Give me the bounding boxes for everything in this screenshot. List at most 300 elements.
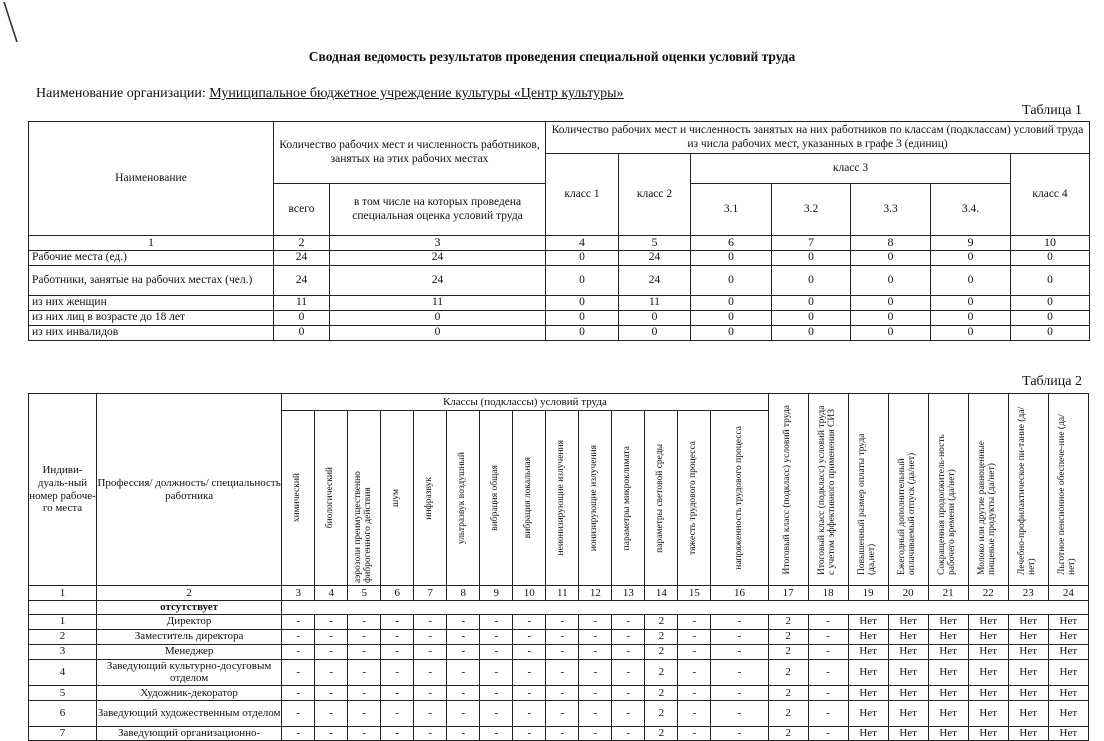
t1-col-number: 8 [851, 236, 931, 251]
t2-header-factor [447, 411, 480, 586]
factor-class: - [678, 644, 711, 659]
t2-header-factor [612, 411, 645, 586]
t1-col-number: 6 [691, 236, 772, 251]
compensation-value: Нет [968, 644, 1008, 659]
t2-header-factor [414, 411, 447, 586]
t2-header-extra-text: Льготное пенсионное обеспече-ние (да/нет) [1057, 413, 1078, 575]
cell-value: 0 [274, 326, 330, 341]
t2-header-factor-text: параметры микроклимата [622, 445, 633, 551]
t1-header-total: всего [274, 184, 330, 236]
final-class-siz: - [808, 685, 848, 700]
cell-value: 24 [619, 266, 691, 296]
t2-header-factor-text: вибрация общая [490, 465, 501, 531]
factor-class: - [447, 614, 480, 629]
t2-col-number: 8 [447, 586, 480, 601]
factor-class: - [513, 685, 546, 700]
final-class-siz: - [808, 614, 848, 629]
factor-class: - [711, 644, 768, 659]
workplace-id: 6 [29, 700, 97, 726]
compensation-value: Нет [928, 700, 968, 726]
cell-value: 0 [931, 326, 1011, 341]
factor-class: - [678, 659, 711, 685]
t1-header-sub-3-1: 3.1 [691, 184, 772, 236]
factor-class: - [348, 659, 381, 685]
row-label: из них инвалидов [29, 326, 274, 341]
factor-class: - [447, 700, 480, 726]
compensation-value: Нет [968, 614, 1008, 629]
factor-class: - [579, 726, 612, 740]
profession-name: Заведующий художественным отделом [97, 700, 282, 726]
table2-caption: Таблица 2 [1022, 374, 1082, 389]
cell-value: 0 [691, 326, 772, 341]
cell-value: 24 [330, 266, 546, 296]
t2-header-extra [1008, 394, 1048, 586]
factor-class: - [381, 685, 414, 700]
cell-value: 0 [772, 311, 851, 326]
factor-class: - [480, 659, 513, 685]
t2-header-extra [1048, 394, 1088, 586]
pen-mark [2, 0, 20, 44]
workplace-id: 5 [29, 685, 97, 700]
t2-header-factor-text: ультразвук воздушный [457, 451, 468, 545]
compensation-value: Нет [968, 726, 1008, 740]
t1-header-class3: класс 3 [691, 154, 1011, 184]
cell-value: 0 [546, 251, 619, 266]
cell-value: 0 [1011, 266, 1090, 296]
compensation-value: Нет [1048, 629, 1088, 644]
row-label: Работники, занятые на рабочих местах (чел.) [29, 266, 274, 296]
cell-value: 0 [546, 311, 619, 326]
t2-header-classes: Классы (подклассы) условий труда [282, 394, 768, 411]
compensation-value: Нет [888, 700, 928, 726]
t2-col-number: 21 [928, 586, 968, 601]
t2-col-number: 1 [29, 586, 97, 601]
compensation-value: Нет [1048, 700, 1088, 726]
factor-class: - [612, 644, 645, 659]
factor-class: - [282, 659, 315, 685]
factor-class: 2 [645, 700, 678, 726]
t2-col-number: 14 [645, 586, 678, 601]
factor-class: 2 [645, 726, 678, 740]
factor-class: 2 [645, 685, 678, 700]
t1-header-sub-3-2: 3.2 [772, 184, 851, 236]
t1-header-sub-3-4: 3.4. [931, 184, 1011, 236]
compensation-value: Нет [848, 659, 888, 685]
t2-header-factor-text: напряженность трудового процесса [733, 426, 744, 570]
factor-class: - [282, 700, 315, 726]
factor-class: - [711, 659, 768, 685]
t2-header-factor [678, 411, 711, 586]
factor-class: - [447, 644, 480, 659]
compensation-value: Нет [888, 614, 928, 629]
t2-header-factor-text: ионизирующие излучения [589, 444, 600, 552]
t2-header-factor [645, 411, 678, 586]
factor-class: - [579, 644, 612, 659]
cell-value: 0 [330, 311, 546, 326]
t2-header-extra [968, 394, 1008, 586]
t1-col-number: 5 [619, 236, 691, 251]
t2-header-id: Индиви-дуаль-ный номер рабоче-го места [29, 394, 97, 586]
factor-class: - [612, 659, 645, 685]
compensation-value: Нет [1048, 685, 1088, 700]
factor-class: - [513, 644, 546, 659]
cell-value: 0 [931, 251, 1011, 266]
t2-col-number: 22 [968, 586, 1008, 601]
t2-col-number: 16 [711, 586, 768, 601]
t2-header-factor-text: тяжесть трудового процесса [688, 441, 699, 555]
cell-value: 24 [274, 251, 330, 266]
cell-value: 0 [851, 326, 931, 341]
factor-class: - [480, 726, 513, 740]
factor-class: - [579, 685, 612, 700]
cell-value: 11 [330, 296, 546, 311]
factor-class: - [612, 685, 645, 700]
t2-col-number: 10 [513, 586, 546, 601]
compensation-value: Нет [928, 685, 968, 700]
factor-class: - [447, 629, 480, 644]
t2-col-number: 17 [768, 586, 808, 601]
t2-header-extra-text: Лечебно-профилактическое пи-тание (да/нет) [1017, 406, 1038, 575]
t2-header-extra-text: Итоговый класс (подкласс) условий труда [782, 404, 793, 575]
compensation-value: Нет [848, 644, 888, 659]
compensation-value: Нет [928, 659, 968, 685]
table-row [29, 311, 1090, 326]
compensation-value: Нет [1008, 685, 1048, 700]
t2-header-factor-text: шум [391, 489, 402, 507]
final-class-siz: - [808, 700, 848, 726]
cell-value: 0 [546, 296, 619, 311]
table-row [29, 685, 1089, 700]
cell-value: 0 [274, 311, 330, 326]
factor-class: - [381, 700, 414, 726]
profession-name: Директор [97, 614, 282, 629]
cell-value: 0 [851, 296, 931, 311]
compensation-value: Нет [848, 629, 888, 644]
cell-value: 0 [691, 311, 772, 326]
t2-col-number: 7 [414, 586, 447, 601]
cell-value: 0 [772, 266, 851, 296]
factor-class: - [282, 614, 315, 629]
cell-value: 0 [931, 296, 1011, 311]
cell-value: 0 [691, 266, 772, 296]
workplace-id: 4 [29, 659, 97, 685]
compensation-value: Нет [1008, 700, 1048, 726]
workplace-id: 3 [29, 644, 97, 659]
factor-class: - [348, 726, 381, 740]
t2-header-factor-text: аэрозоли преимущественно фиброгенного действия [353, 471, 374, 583]
row-label: из них женщин [29, 296, 274, 311]
factor-class: - [612, 629, 645, 644]
organization-line [36, 86, 624, 102]
factor-class: - [711, 685, 768, 700]
t2-col-number: 4 [315, 586, 348, 601]
compensation-value: Нет [928, 629, 968, 644]
cell-value: 0 [851, 266, 931, 296]
compensation-value: Нет [1008, 726, 1048, 740]
compensation-value: Нет [968, 700, 1008, 726]
compensation-value: Нет [1008, 659, 1048, 685]
t2-col-number: 5 [348, 586, 381, 601]
t2-col-number: 18 [808, 586, 848, 601]
t2-header-extra [848, 394, 888, 586]
t2-header-factor [711, 411, 768, 586]
t2-header-factor [546, 411, 579, 586]
workplace-id: 2 [29, 629, 97, 644]
factor-class: - [315, 644, 348, 659]
factor-class: - [315, 614, 348, 629]
factor-class: - [513, 629, 546, 644]
cell-value: 0 [772, 296, 851, 311]
cell-value: 11 [619, 296, 691, 311]
compensation-value: Нет [848, 685, 888, 700]
t1-header-including: в том числе на которых проведена специальная оценка условий труда [330, 184, 546, 236]
factor-class: - [546, 685, 579, 700]
table1-caption: Таблица 1 [1022, 103, 1082, 118]
factor-class: - [348, 700, 381, 726]
t2-header-extra-text: Ежегодный дополнительный оплачиваемый отпуск (да/нет) [897, 452, 918, 575]
organization-label: Наименование организации: [36, 86, 206, 101]
final-class: 2 [768, 659, 808, 685]
factor-class: - [678, 700, 711, 726]
final-class-siz: - [808, 726, 848, 740]
factor-class: - [513, 700, 546, 726]
t2-header-factor-text: биологический [325, 467, 336, 529]
factor-class: - [579, 629, 612, 644]
workplace-id: 1 [29, 614, 97, 629]
factor-class: - [348, 614, 381, 629]
factor-class: - [612, 700, 645, 726]
compensation-value: Нет [888, 685, 928, 700]
compensation-value: Нет [888, 726, 928, 740]
t2-header-factor [513, 411, 546, 586]
row-label: Рабочие места (ед.) [29, 251, 274, 266]
factor-class: 2 [645, 644, 678, 659]
factor-class: - [711, 614, 768, 629]
t1-col-number: 1 [29, 236, 274, 251]
t2-header-factor [480, 411, 513, 586]
compensation-value: Нет [1008, 629, 1048, 644]
factor-class: - [480, 685, 513, 700]
t2-col-number: 13 [612, 586, 645, 601]
cell-value: 0 [546, 326, 619, 341]
t1-header-name: Наименование [29, 122, 274, 236]
factor-class: - [282, 685, 315, 700]
cell-value: 0 [931, 311, 1011, 326]
final-class-siz: - [808, 629, 848, 644]
cell-value: 24 [330, 251, 546, 266]
compensation-value: Нет [1008, 644, 1048, 659]
cell-value: 0 [1011, 326, 1090, 341]
t1-col-number: 9 [931, 236, 1011, 251]
compensation-value: Нет [1008, 614, 1048, 629]
table-row [29, 659, 1089, 685]
factor-class: - [414, 614, 447, 629]
t1-col-number: 7 [772, 236, 851, 251]
final-class: 2 [768, 726, 808, 740]
factor-class: - [414, 726, 447, 740]
cell-value: 0 [691, 296, 772, 311]
factor-class: - [612, 726, 645, 740]
table-row [29, 266, 1090, 296]
compensation-value: Нет [1048, 726, 1088, 740]
factor-class: - [447, 659, 480, 685]
factor-class: - [711, 629, 768, 644]
factor-class: - [546, 659, 579, 685]
factor-class: - [414, 659, 447, 685]
factor-class: - [282, 644, 315, 659]
t2-header-factor-text: вибрация локальная [523, 457, 534, 539]
t2-col-number: 2 [97, 586, 282, 601]
compensation-value: Нет [848, 726, 888, 740]
t2-col-number: 15 [678, 586, 711, 601]
factor-class: - [678, 629, 711, 644]
t2-header-factor [315, 411, 348, 586]
factor-class: - [414, 629, 447, 644]
compensation-value: Нет [848, 614, 888, 629]
compensation-value: Нет [888, 659, 928, 685]
factor-class: - [315, 629, 348, 644]
compensation-value: Нет [1048, 659, 1088, 685]
factor-class: - [579, 700, 612, 726]
t2-header-factor-text: химический [292, 473, 303, 523]
t2-header-extra-text: Молоко или другие равноценные пищевые продукты (да/нет) [977, 440, 998, 575]
factor-class: - [579, 614, 612, 629]
t2-col-number: 11 [546, 586, 579, 601]
t2-col-number: 12 [579, 586, 612, 601]
factor-class: - [414, 700, 447, 726]
t2-col-number: 9 [480, 586, 513, 601]
t1-column-numbers [29, 236, 1090, 251]
t2-header-extra [808, 394, 848, 586]
cell-value: 24 [274, 266, 330, 296]
profession-name: Заведующий культурно-досуговым отделом [97, 659, 282, 685]
compensation-value: Нет [928, 726, 968, 740]
t2-header-extra-text: Повышенный размер оплаты труда (да,нет) [857, 432, 878, 575]
factor-class: - [480, 700, 513, 726]
factor-class: - [282, 629, 315, 644]
t1-col-number: 10 [1011, 236, 1090, 251]
cell-value: 0 [619, 326, 691, 341]
compensation-value: Нет [888, 644, 928, 659]
cell-value: 0 [691, 251, 772, 266]
factor-class: - [315, 659, 348, 685]
cell-value: 0 [1011, 251, 1090, 266]
factor-class: - [381, 614, 414, 629]
t2-header-factor-text: инфразвук [424, 476, 435, 520]
t2-header-factor-text: параметры световой среды [655, 443, 666, 553]
final-class: 2 [768, 700, 808, 726]
cell-value: 0 [546, 266, 619, 296]
cell-value: 11 [274, 296, 330, 311]
cell-value: 0 [931, 266, 1011, 296]
summary-table [28, 121, 1090, 341]
final-class: 2 [768, 614, 808, 629]
t2-header-factor-text: неионизирующие излучения [556, 440, 567, 556]
t2-header-extra [928, 394, 968, 586]
t2-section-label: отсутствует [97, 601, 282, 615]
factor-class: 2 [645, 614, 678, 629]
factor-class: - [447, 685, 480, 700]
factor-class: - [381, 629, 414, 644]
cell-value: 0 [1011, 296, 1090, 311]
factor-class: - [546, 629, 579, 644]
cell-value: 0 [851, 251, 931, 266]
compensation-value: Нет [848, 700, 888, 726]
factor-class: 2 [645, 659, 678, 685]
t1-col-number: 3 [330, 236, 546, 251]
t2-header-extra [888, 394, 928, 586]
t2-header-factor [381, 411, 414, 586]
compensation-value: Нет [1048, 614, 1088, 629]
compensation-value: Нет [968, 659, 1008, 685]
t2-col-number: 24 [1048, 586, 1088, 601]
factor-class: - [381, 644, 414, 659]
factor-class: - [315, 700, 348, 726]
table-row [29, 726, 1089, 740]
factor-class: - [546, 726, 579, 740]
factor-class: - [513, 614, 546, 629]
profession-name: Заместитель директора [97, 629, 282, 644]
factor-class: - [414, 644, 447, 659]
t1-header-classes: Количество рабочих мест и численность занятых на них работников по классам (подклассам) условий труда из числа рабочих мест, указанных в графе 3 (единиц) [546, 122, 1090, 154]
t2-header-factor [282, 411, 315, 586]
compensation-value: Нет [968, 685, 1008, 700]
compensation-value: Нет [928, 614, 968, 629]
final-class-siz: - [808, 659, 848, 685]
organization-name: Муниципальное бюджетное учреждение культуры «Центр культуры» [209, 86, 624, 101]
cell-value: 0 [1011, 311, 1090, 326]
table-row [29, 629, 1089, 644]
t1-header-sub-3-3: 3.3 [851, 184, 931, 236]
compensation-value: Нет [968, 629, 1008, 644]
factor-class: - [480, 614, 513, 629]
profession-name: Художник-декоратор [97, 685, 282, 700]
t1-col-number: 4 [546, 236, 619, 251]
factor-class: 2 [645, 629, 678, 644]
t2-col-number: 23 [1008, 586, 1048, 601]
table-row [29, 296, 1090, 311]
t2-header-factor [348, 411, 381, 586]
cell-value: 0 [772, 326, 851, 341]
cell-value: 0 [330, 326, 546, 341]
t2-col-number: 19 [848, 586, 888, 601]
t2-column-numbers [29, 586, 1089, 601]
factor-class: - [315, 685, 348, 700]
factor-class: - [348, 685, 381, 700]
factor-class: - [480, 644, 513, 659]
factor-class: - [513, 726, 546, 740]
t1-header-class2: класс 2 [619, 154, 691, 236]
row-label: из них лиц в возрасте до 18 лет [29, 311, 274, 326]
profession-name: Заведующий организационно- [97, 726, 282, 740]
factor-class: - [579, 659, 612, 685]
factor-class: - [678, 685, 711, 700]
profession-name: Менеджер [97, 644, 282, 659]
factor-class: - [381, 659, 414, 685]
factor-class: - [678, 614, 711, 629]
final-class: 2 [768, 644, 808, 659]
table-row [29, 251, 1090, 266]
page-title: Сводная ведомость результатов проведения специальной оценки условий труда [308, 49, 796, 64]
factor-class: - [348, 644, 381, 659]
t2-section-row [29, 601, 1089, 615]
final-class: 2 [768, 685, 808, 700]
compensation-value: Нет [928, 644, 968, 659]
cell-value: 0 [772, 251, 851, 266]
table-row [29, 700, 1089, 726]
factor-class: - [546, 644, 579, 659]
t1-header-class4: класс 4 [1011, 154, 1090, 236]
